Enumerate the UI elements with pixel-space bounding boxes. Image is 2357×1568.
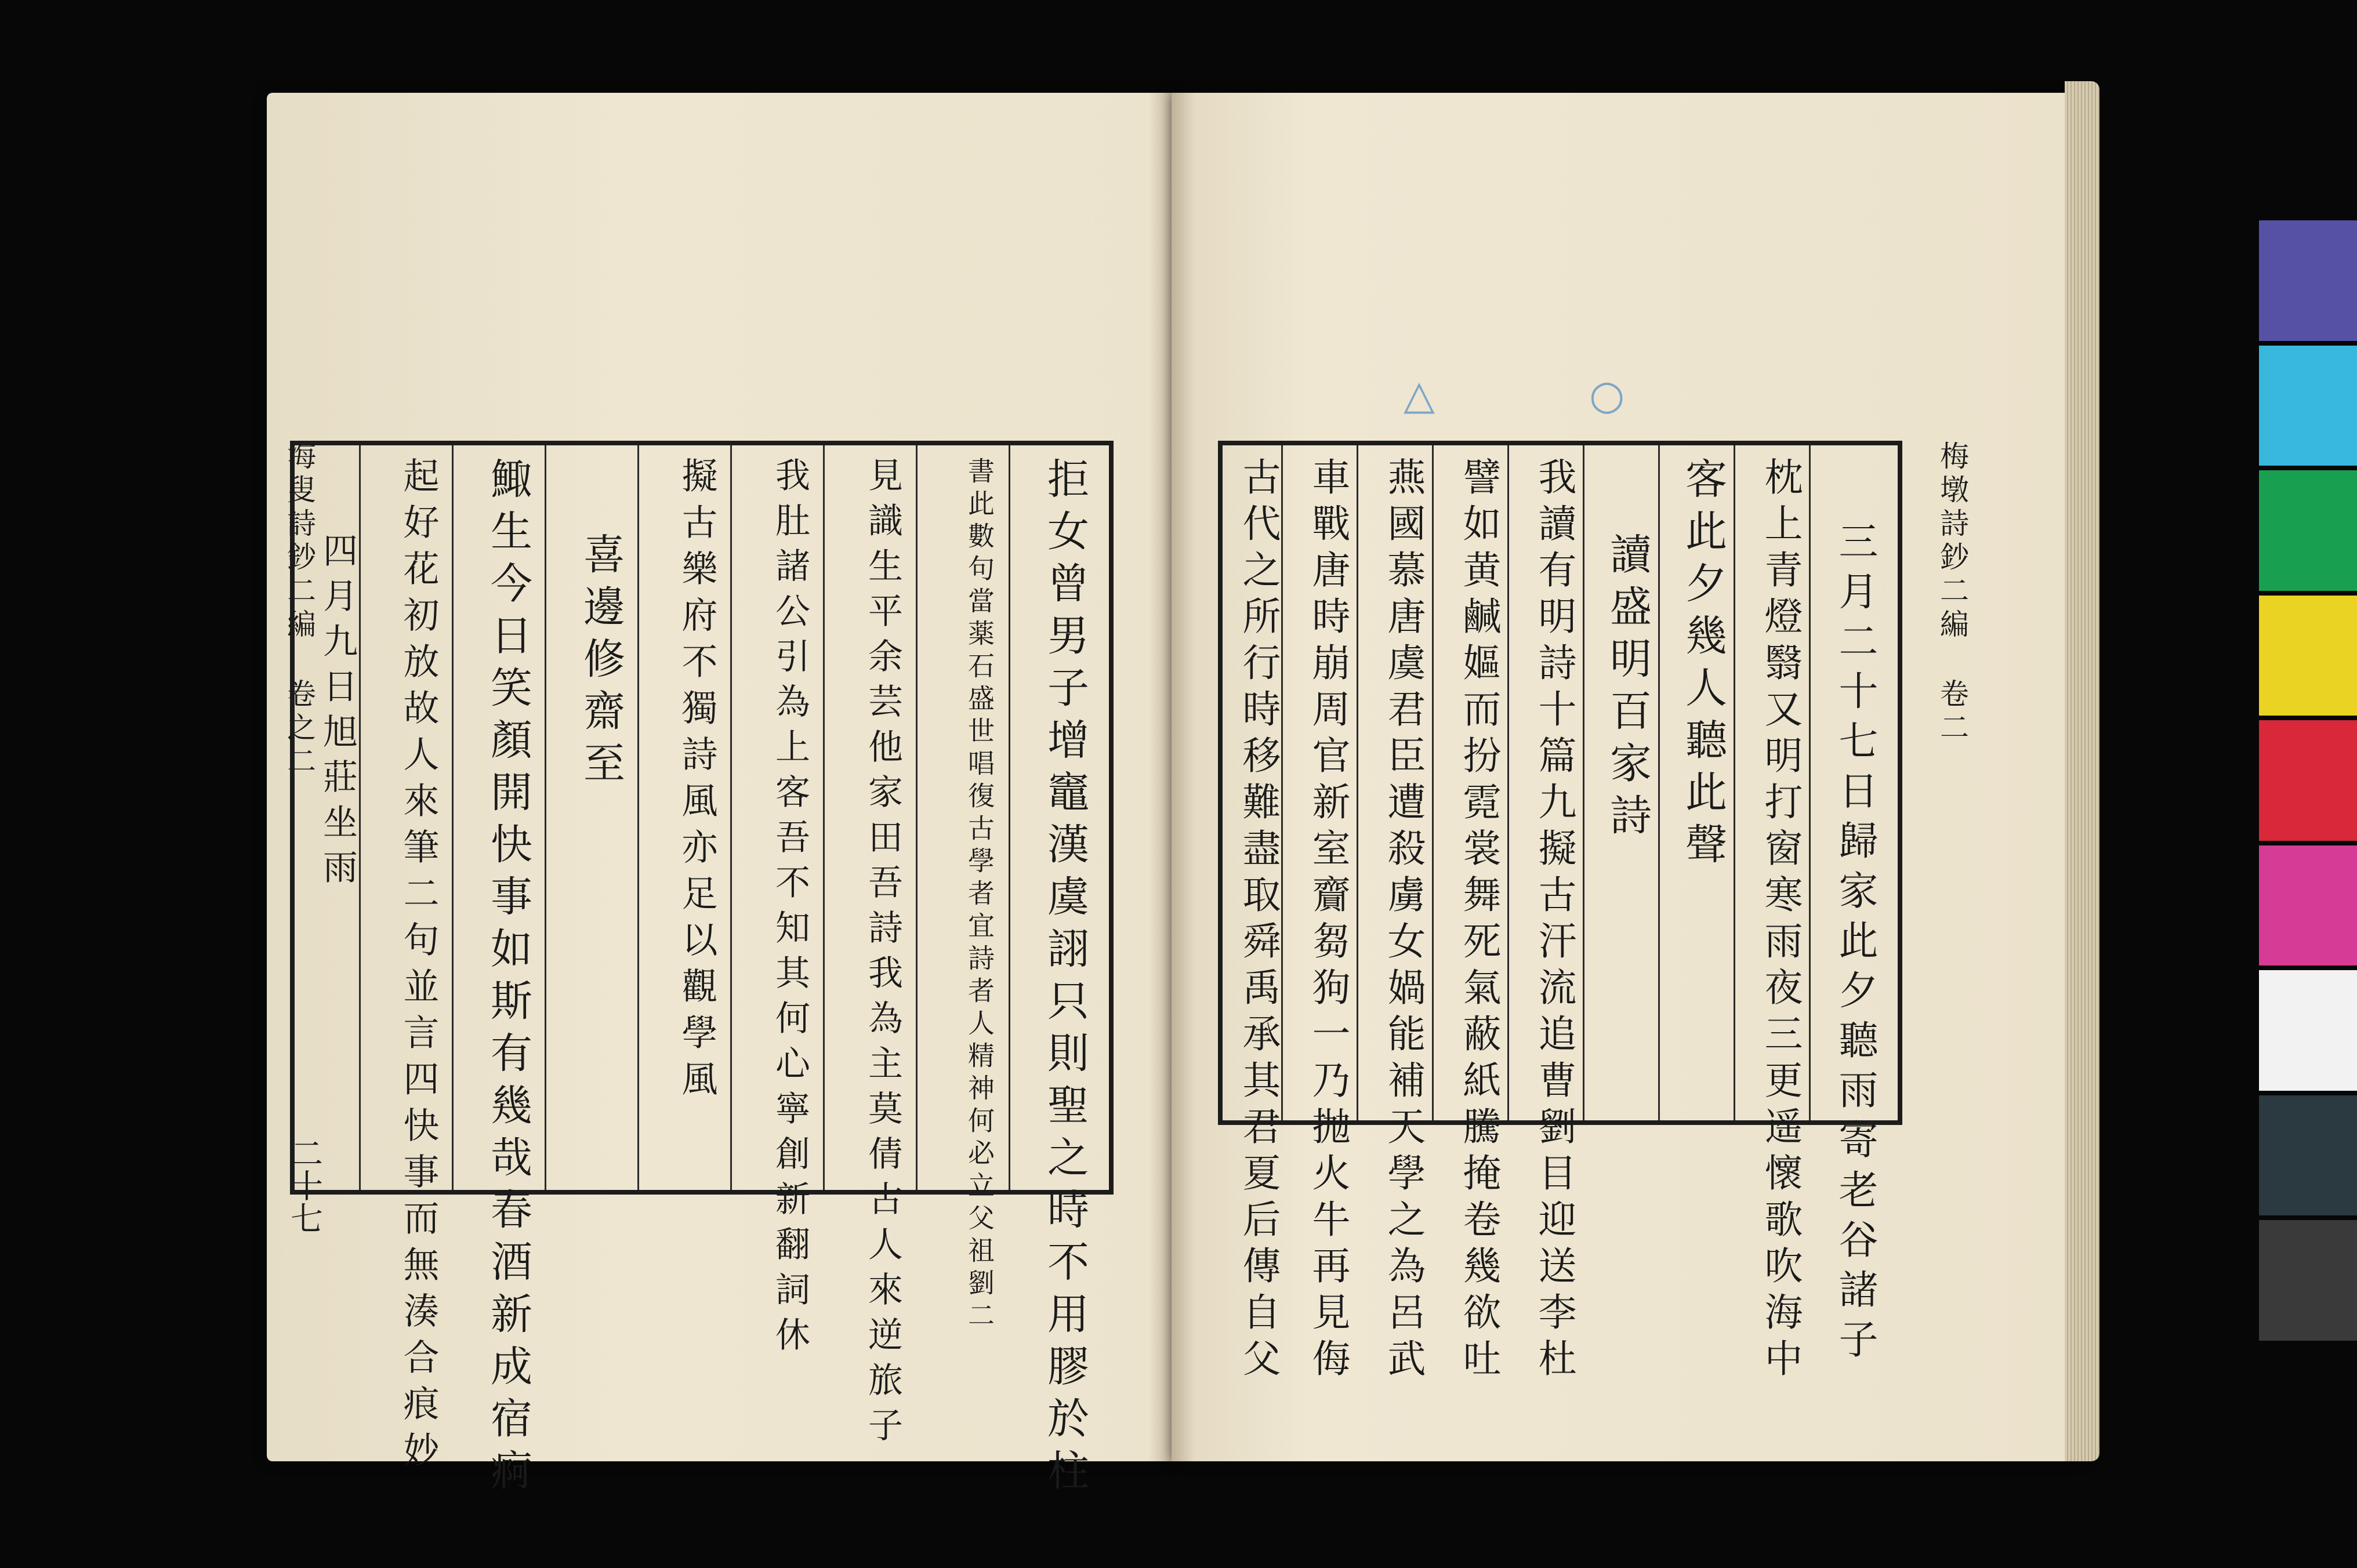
left-page [267, 93, 1172, 1501]
book-gutter [1148, 93, 1195, 1461]
text-column: 四月九日旭莊坐雨 [317, 532, 358, 894]
color-swatch [2259, 1220, 2357, 1341]
column-rule [1281, 445, 1283, 1120]
color-swatch [2259, 1095, 2357, 1216]
blue-circle-mark: ○ [1589, 371, 1625, 419]
text-column: 見識生平余芸他家田吾詩我為主莫倩古人來逆旅子 [862, 457, 903, 1452]
color-swatch [2259, 220, 2357, 341]
side-volume: 卷之二 [282, 678, 316, 779]
color-swatch [2259, 470, 2357, 591]
left-text-frame [290, 441, 1114, 1501]
text-column: 枕上青燈翳又明打窗寒雨夜三更遥懷歌吹海中 [1758, 457, 1803, 1385]
folio-number: 二十七 [285, 1137, 323, 1234]
text-column: 車戰唐時崩周官新室齎芻狗一乃抛火牛再見侮 [1306, 457, 1350, 1385]
column-rule [1009, 445, 1010, 1190]
column-rule [1357, 445, 1358, 1120]
side-title: 梅墩詩鈔二編 [1935, 441, 1969, 643]
text-column: 三月二十七日歸家此夕聽雨寄老谷諸子 [1832, 521, 1878, 1369]
text-column: 喜邊修齋至 [576, 532, 625, 793]
side-title: 海叟詩鈔二編 [282, 441, 316, 643]
side-volume: 卷二 [1935, 678, 1969, 746]
color-swatch [2259, 596, 2357, 716]
column-rule [637, 445, 639, 1190]
blue-triangle-mark: △ [1404, 371, 1435, 419]
text-column: 譬如黄鹹嫗而扮霓裳舞死氣蔽紙騰掩卷幾欲吐 [1456, 457, 1501, 1385]
column-rule [823, 445, 825, 1190]
column-rule [730, 445, 732, 1190]
text-column: 我肚諸公引為上客吾不知其何心寧創新翻詞休 [770, 457, 810, 1362]
text-column: 古代之所行時移難盡取舜禹承其君夏后傳自父 [1236, 457, 1281, 1385]
text-column: 客此夕幾人聽此聲 [1678, 457, 1727, 874]
text-column: 鯫生今日笑顏開快事如斯有幾哉春酒新成宿痾 [484, 457, 532, 1501]
column-rule [545, 445, 546, 1190]
text-column: 拒女曾男子增竈漢虞詡只則聖之時不用膠於柱 [1040, 457, 1089, 1501]
right-page [1172, 93, 2088, 1461]
right-text-frame [1218, 441, 1902, 1385]
text-column: 書此數句當薬石盛世唱復古學者宜詩者人精神何必立父祖劉二 [964, 457, 995, 1334]
text-column: 燕國慕唐虞君臣遭殺虜女媧能補天學之為呂武 [1381, 457, 1426, 1385]
column-rule [1734, 445, 1735, 1120]
column-rule [452, 445, 454, 1190]
text-column: 讀盛明百家詩 [1603, 532, 1652, 845]
column-rule [1658, 445, 1660, 1120]
page-edges [2065, 81, 2099, 1461]
column-rule [1583, 445, 1584, 1120]
text-column: 我讀有明詩十篇九擬古汗流追曹劉目迎送李杜 [1532, 457, 1576, 1385]
open-book [267, 70, 2088, 1501]
column-rule [1432, 445, 1434, 1120]
color-checker [2259, 220, 2357, 1345]
column-rule [916, 445, 918, 1190]
column-rule [1507, 445, 1509, 1120]
text-column: 起好花初放故人來筆二句並言四快事而無湊合痕妙 [397, 457, 440, 1478]
text-column: 擬古樂府不獨詩風亦足以觀學風 [676, 457, 718, 1106]
color-swatch [2259, 845, 2357, 966]
color-swatch [2259, 970, 2357, 1091]
color-swatch [2259, 720, 2357, 841]
color-swatch [2259, 346, 2357, 466]
column-rule [1809, 445, 1811, 1120]
column-rule [359, 445, 361, 1190]
